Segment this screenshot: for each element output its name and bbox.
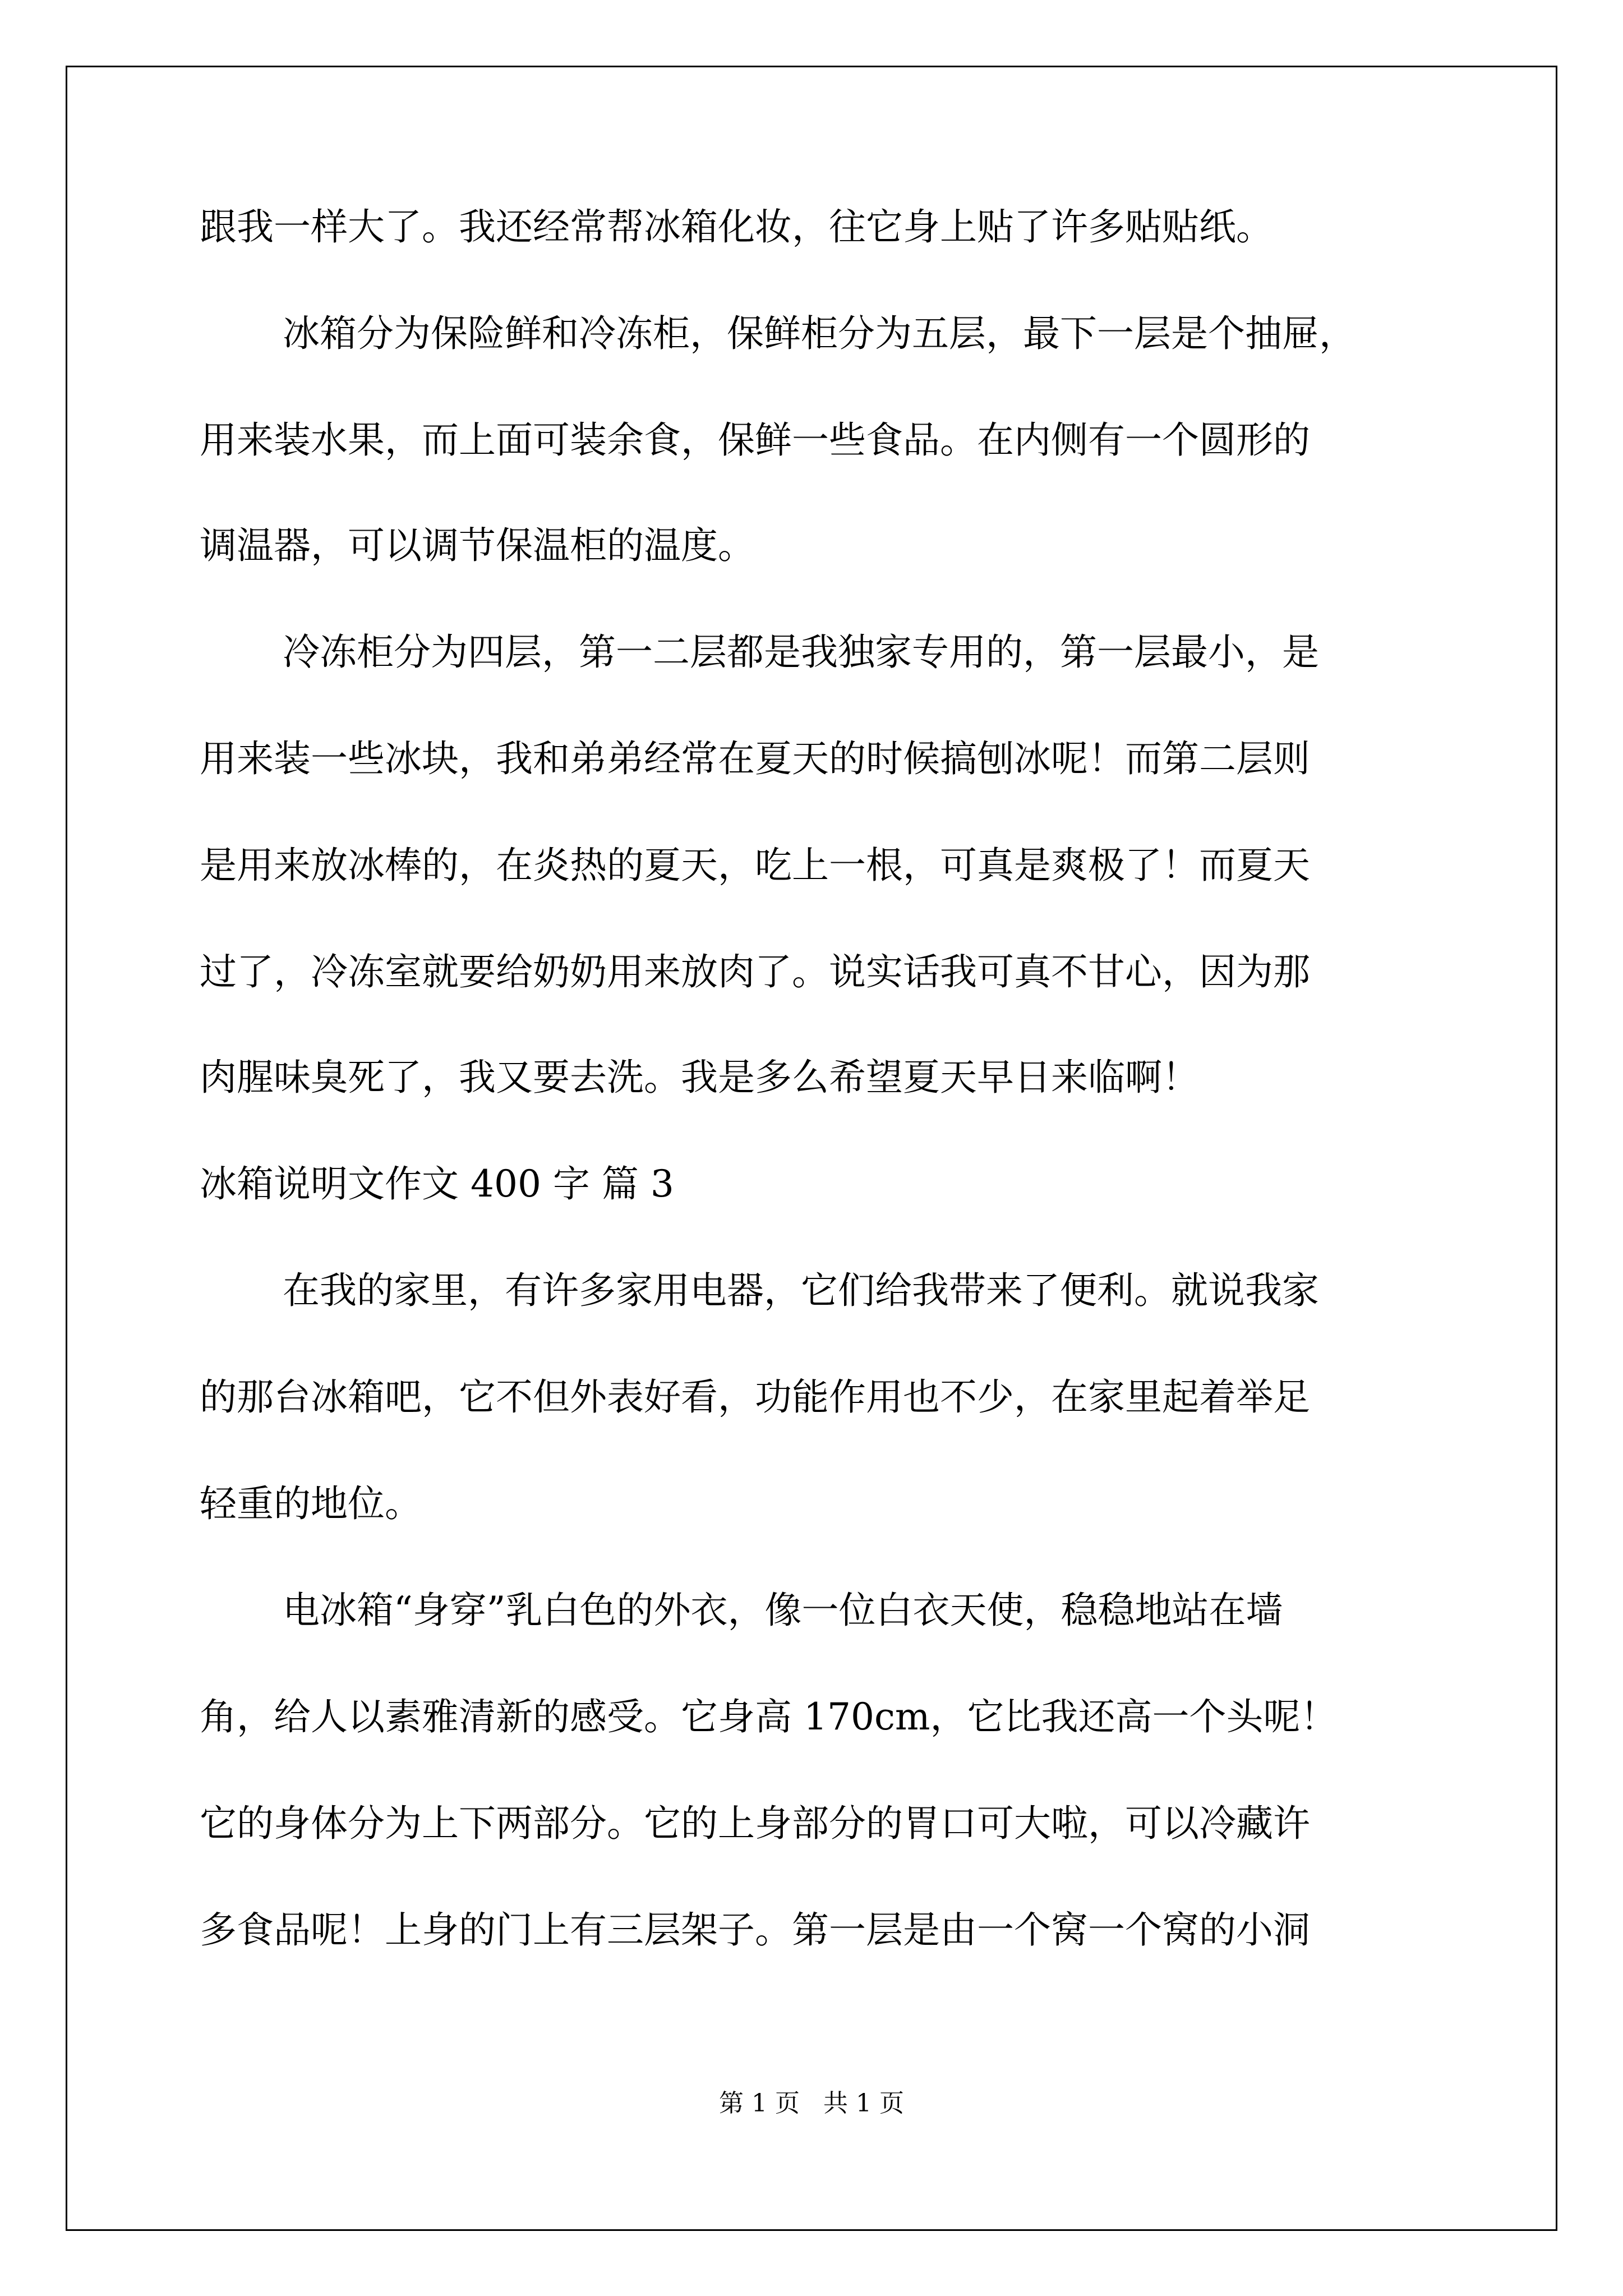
text-line: 角，给人以素雅清新的感受。它身高 170cm，它比我还高一个头呢！ bbox=[200, 1695, 1338, 1738]
text-line: 调温器，可以调节保温柜的温度。 bbox=[200, 524, 755, 567]
text-line: 跟我一样大了。我还经常帮冰箱化妆，往它身上贴了许多贴贴纸。 bbox=[200, 205, 1273, 249]
text-line: 过了，冷冻室就要给奶奶用来放肉了。说实话我可真不甘心，因为那 bbox=[200, 950, 1310, 993]
text-line: 电冰箱“身穿”乳白色的外衣，像一位白衣天使，稳稳地站在墙 bbox=[283, 1589, 1283, 1632]
text-line: 是用来放冰棒的，在炎热的夏天，吃上一根，可真是爽极了！而夏天 bbox=[200, 844, 1310, 887]
text-line: 肉腥味臭死了，我又要去洗。我是多么希望夏天早日来临啊！ bbox=[200, 1056, 1199, 1099]
text-line: 冰箱分为保险鲜和冷冻柜，保鲜柜分为五层，最下一层是个抽屉， bbox=[283, 312, 1356, 355]
section-heading: 冰箱说明文作文 400 字 篇 3 bbox=[200, 1162, 674, 1205]
text-line: 的那台冰箱吧，它不但外表好看，功能作用也不少，在家里起着举足 bbox=[200, 1375, 1310, 1419]
text-line: 用来装水果，而上面可装余食，保鲜一些食品。在内侧有一个圆形的 bbox=[200, 418, 1310, 462]
text-line: 用来装一些冰块，我和弟弟经常在夏天的时候搞刨冰呢！而第二层则 bbox=[200, 737, 1310, 780]
text-line: 多食品呢！上身的门上有三层架子。第一层是由一个窝一个窝的小洞 bbox=[200, 1908, 1310, 1952]
page-number-footer: 第 1 页 共 1 页 bbox=[719, 2089, 904, 2118]
text-line: 它的身体分为上下两部分。它的上身部分的胃口可大啦，可以冷藏许 bbox=[200, 1802, 1310, 1845]
text-line: 冷冻柜分为四层，第一二层都是我独家专用的，第一层最小，是 bbox=[283, 631, 1319, 674]
text-line: 在我的家里，有许多家用电器，它们给我带来了便利。就说我家 bbox=[283, 1269, 1319, 1312]
text-line: 轻重的地位。 bbox=[200, 1482, 422, 1525]
